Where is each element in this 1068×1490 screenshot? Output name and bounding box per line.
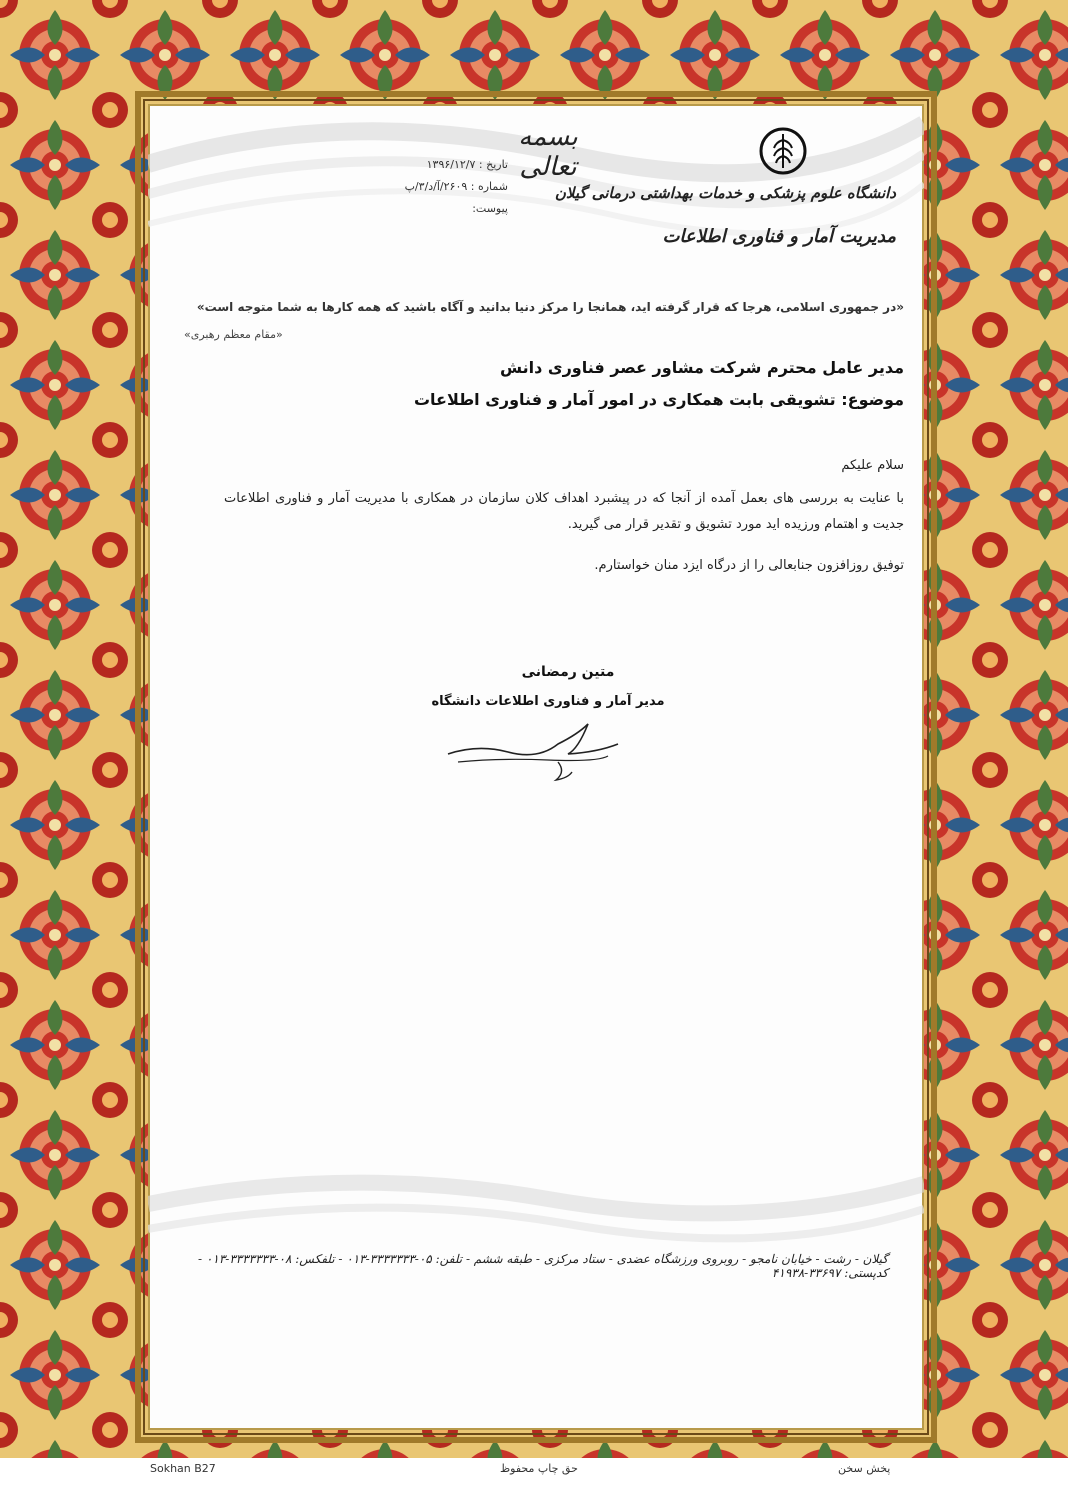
number-row (348, 176, 508, 198)
wheat-emblem-icon (758, 126, 808, 176)
department-name: مدیریت آمار و فناوری اطلاعات (662, 226, 896, 247)
closing-line: توفیق روزافزون جنابعالی را از درگاه ایزد منان خواستارم. (594, 558, 904, 573)
date-value: ۱۳۹۶/۱۲/۷ (426, 158, 476, 171)
number-value: ۲۶۰۹/آ/د/۳/پ (404, 180, 468, 193)
recipient-line: مدیر عامل محترم شرکت مشاور عصر فناوری دانش (500, 358, 904, 377)
letter-meta (348, 154, 508, 220)
decorative-wave-bottom (148, 1144, 924, 1254)
letter-body: با عنایت به بررسی های بعمل آمده از آنجا که در پیشبرد اهداف کلان سازمان در همکاری با مدیریت آمار و فناوری اطلاعات جدیت و اهتمام ورزیده اید مورد تشویق و تقدیر قرار می گیرید. (224, 491, 904, 532)
attachment-label: پیوست: (472, 202, 508, 215)
signer-title: مدیر آمار و فناوری اطلاعات دانشگاه (431, 694, 665, 709)
greeting: سلام علیکم (841, 458, 904, 473)
footer-printer-code: Sokhan B27 (150, 1462, 216, 1475)
footer-distributor: پخش سخن (838, 1462, 891, 1475)
handwritten-signature (438, 714, 628, 784)
attachment-row (348, 198, 508, 220)
date-row (348, 154, 508, 176)
date-label: تاریخ : (478, 158, 508, 171)
office-address: گیلان - رشت - خیابان نامجو - روبروی ورزشگاه عضدی - ستاد مرکزی - طبقه ششم - تلفن: ۰۵-۳۳۳۳۳۳۳-۰۱۳ - تلفکس: ۰۸-۳۳۳۳۳۳۳-۰۱۳ - کدپستی: ۳۳۶۹۷-۴۱۹۳۸ (198, 1252, 888, 1280)
leader-quote: «در جمهوری اسلامی، هرجا که قرار گرفته اید، همانجا را مرکز دنیا بدانید و آگاه باشید که همه کارها به شما متوجه است» (196, 300, 904, 314)
quote-source: «مقام معظم رهبری» (184, 328, 283, 341)
subject-line: موضوع: تشویقی بابت همکاری در امور آمار و فناوری اطلاعات (413, 390, 904, 409)
letter-sheet (148, 104, 924, 1430)
footer-copyright: حق چاپ محفوظ (500, 1462, 578, 1475)
signer-name: متین رمضانی (521, 664, 615, 680)
university-name: دانشگاه علوم پزشکی و خدمات بهداشتی درمانی گیلان (554, 184, 896, 202)
number-label: شماره : (470, 180, 508, 193)
bismillah-heading: بسمه تعالی (518, 122, 578, 182)
